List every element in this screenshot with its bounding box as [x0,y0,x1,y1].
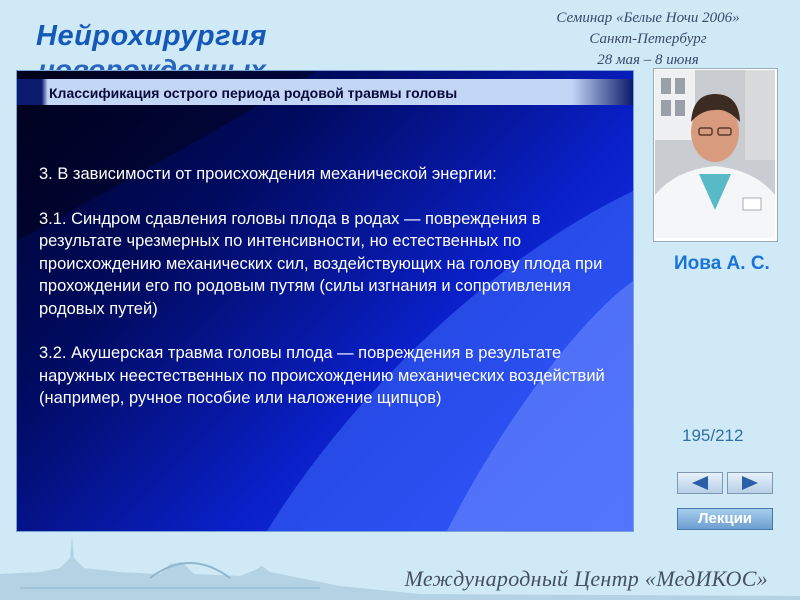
previous-slide-button[interactable] [677,472,723,494]
arrow-right-icon [728,473,772,493]
next-slide-button[interactable] [727,472,773,494]
page-counter: 195/212 [682,426,744,445]
slide-title: Классификация острого периода родовой травмы головы [49,85,458,101]
arrow-left-icon [678,473,722,493]
seminar-name: Семинар «Белые Ночи 2006» [556,10,740,26]
slide-paragraph: 3. В зависимости от происхождения механической энергии: [39,165,497,183]
slide-body [39,163,619,432]
slide-panel [16,70,634,532]
footer-organization: Международный Центр «МедИКОС» [404,566,768,591]
seminar-city: Санкт-Петербург [589,31,707,47]
page-title: Нейрохирургия [36,20,267,52]
seminar-info [518,8,778,71]
lectures-button[interactable]: Лекции [677,508,773,530]
author-name: Иова А. С. [674,253,770,274]
author-photo [655,70,775,238]
seminar-dates: 28 мая – 8 июня [597,52,699,68]
slide-paragraph: 3.2. Акушерская травма головы плода — повреждения в результате наружных неестественных по происхождению механических воздействий (например, ручное пособие или наложение щипцов) [39,344,605,407]
slide-paragraph: 3.1. Синдром сдавления головы плода в родах — повреждения в результате чрезмерных по интенсивности, но естественных по происхождению механических сил, воздействующих на голову плода при прохождении его по родовым путям (силы изгнания и сопротивления родовых путей) [39,209,603,318]
